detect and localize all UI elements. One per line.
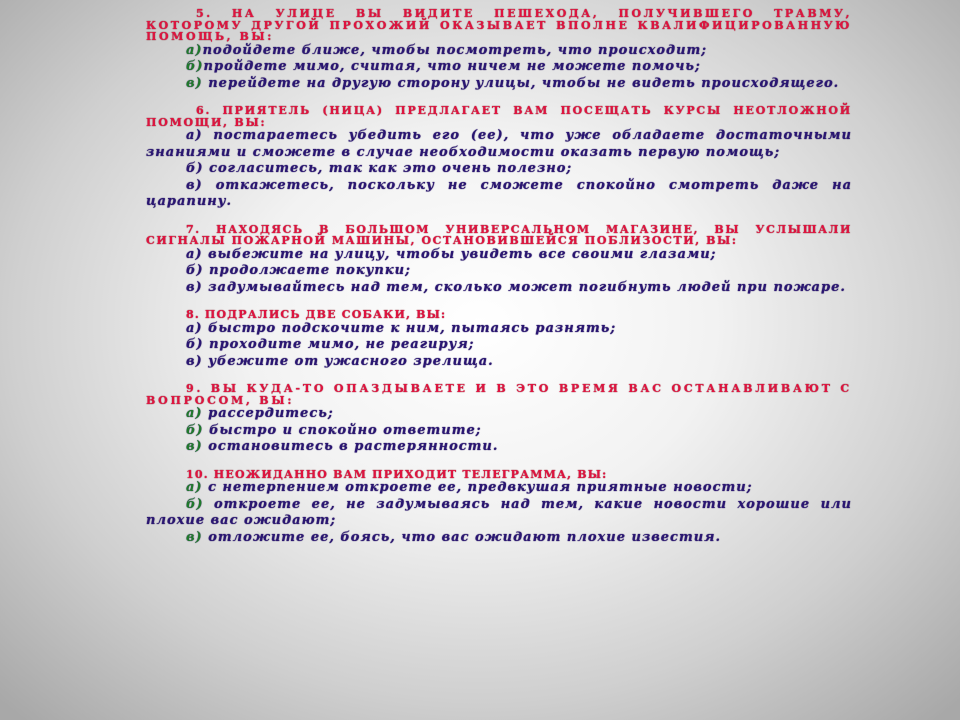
question-text: ПРИЯТЕЛЬ (НИЦА) ПРЕДЛАГАЕТ ВАМ ПОСЕЩАТЬ КУРСЫ НЕОТЛОЖНОЙ ПОМОЩИ, ВЫ: <box>146 104 852 129</box>
questionnaire <box>146 8 852 714</box>
option-marker: б) <box>186 161 204 176</box>
option-b <box>146 263 852 280</box>
option-text: пройдете мимо, считая, что ничем не можете помочь; <box>203 59 701 74</box>
option-c <box>146 76 852 93</box>
option-text: продолжаете покупки; <box>203 263 411 278</box>
question-text: ВЫ КУДА-ТО ОПАЗДЫВАЕТЕ И В ЭТО ВРЕМЯ ВАС ОСТАНАВЛИВАЮТ С ВОПРОСОМ, ВЫ: <box>146 382 852 407</box>
option-a <box>146 43 852 60</box>
question-number: 5. <box>196 7 213 20</box>
question-9 <box>146 383 852 456</box>
question-number: 8. <box>186 308 200 321</box>
option-a <box>146 406 852 423</box>
question-text: НА УЛИЦЕ ВЫ ВИДИТЕ ПЕШЕХОДА, ПОЛУЧИВШЕГО ТРАВМУ, КОТОРОМУ ДРУГОЙ ПРОХОЖИЙ ОКАЗЫВАЕТ ВПОЛНЕ КВАЛИФИЦИРОВАННУЮ ПОМОЩЬ, ВЫ: <box>146 7 852 43</box>
option-text: откажетесь, поскольку не сможете спокойно смотреть даже на царапину. <box>146 177 852 209</box>
question-title <box>146 224 852 247</box>
question-7 <box>146 224 852 297</box>
option-marker: а) <box>186 246 203 262</box>
option-b <box>146 423 852 440</box>
option-marker: б) <box>186 337 204 352</box>
option-text: рассердитесь; <box>202 406 334 421</box>
option-b <box>146 161 852 178</box>
option-marker: а) <box>186 480 203 495</box>
option-marker: б) <box>186 59 204 74</box>
question-title <box>146 469 852 481</box>
option-marker: б) <box>186 422 204 438</box>
option-text: откроете ее, не задумываясь над тем, какие новости хорошие или плохие вас ожидают; <box>146 496 852 528</box>
option-c <box>146 178 852 211</box>
question-text: ПОДРАЛИСЬ ДВЕ СОБАКИ, ВЫ: <box>199 308 447 321</box>
option-marker: в) <box>186 529 203 545</box>
question-title <box>146 105 852 128</box>
question-number: 10. <box>186 467 209 481</box>
option-text: задумывайтесь над тем, сколько может погибнуть людей при пожаре. <box>202 279 846 295</box>
question-text: НЕОЖИДАННО ВАМ ПРИХОДИТ ТЕЛЕГРАММА, ВЫ: <box>208 467 608 481</box>
option-marker: а) <box>186 320 203 336</box>
question-title <box>146 383 852 406</box>
question-number: 9. <box>186 382 204 395</box>
option-c <box>146 354 852 371</box>
option-marker: в) <box>186 353 203 369</box>
option-text: перейдете на другую сторону улицы, чтобы не видеть происходящего. <box>202 75 840 91</box>
option-text: проходите мимо, не реагируя; <box>203 337 475 352</box>
option-c <box>146 530 852 547</box>
question-8 <box>146 309 852 370</box>
option-c <box>146 439 852 456</box>
option-a <box>146 128 852 161</box>
option-b <box>146 59 852 76</box>
option-marker: а) <box>186 42 203 58</box>
option-marker: б) <box>186 263 204 278</box>
question-title <box>146 309 852 321</box>
option-marker: а) <box>186 406 203 421</box>
option-b <box>146 337 852 354</box>
option-a <box>146 247 852 264</box>
question-10 <box>146 469 852 547</box>
option-marker: в) <box>186 75 203 91</box>
option-text: постараетесь убедить его (ее), что уже обладаете достаточными знаниями и сможете в случае необходимости оказать первую помощь; <box>146 128 852 160</box>
option-text: быстро и спокойно ответите; <box>203 422 482 438</box>
option-text: согласитесь, так как это очень полезно; <box>203 161 573 176</box>
option-text: с нетерпением откроете ее, предвкушая приятные новости; <box>202 480 753 495</box>
option-text: подойдете ближе, чтобы посмотреть, что происходит; <box>202 42 708 58</box>
option-a <box>146 321 852 338</box>
option-marker: в) <box>186 279 203 295</box>
option-text: выбежите на улицу, чтобы увидеть все своими глазами; <box>202 246 717 262</box>
option-c <box>146 280 852 297</box>
option-marker: а) <box>186 128 203 143</box>
question-5 <box>146 8 852 92</box>
option-marker: в) <box>186 439 203 454</box>
option-text: быстро подскочите к ним, пытаясь разнять; <box>202 320 617 336</box>
option-marker: б) <box>186 496 204 512</box>
question-6 <box>146 105 852 211</box>
question-number: 7. <box>186 222 201 236</box>
question-title <box>146 8 852 43</box>
question-number: 6. <box>196 104 212 117</box>
option-a <box>146 480 852 497</box>
option-text: отложите ее, боясь, что вас ожидают плохие известия. <box>202 529 722 545</box>
option-text: остановитесь в растерянности. <box>202 439 499 454</box>
option-marker: в) <box>186 177 203 193</box>
option-text: убежите от ужасного зрелища. <box>202 353 494 369</box>
option-b <box>146 497 852 530</box>
question-text: НАХОДЯСЬ В БОЛЬШОМ УНИВЕРСАЛЬНОМ МАГАЗИНЕ, ВЫ УСЛЫШАЛИ СИГНАЛЫ ПОЖАРНОЙ МАШИНЫ, ОСТАНОВИВШЕЙСЯ ПОБЛИЗОСТИ, ВЫ: <box>146 222 852 247</box>
